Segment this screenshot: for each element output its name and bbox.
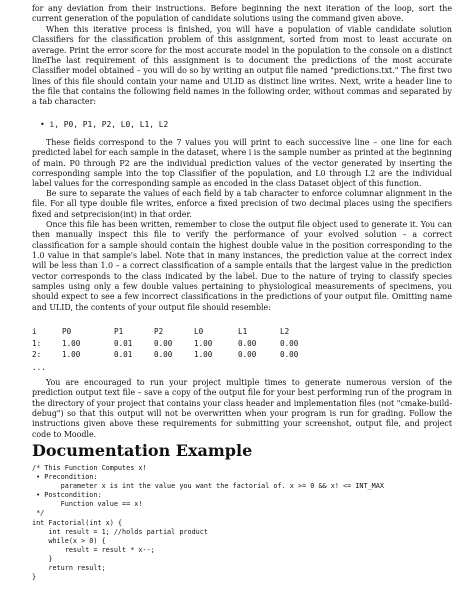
header-cell: P0	[62, 327, 72, 336]
table-cell: 0.01	[114, 350, 133, 359]
code-line: int result = 1; //holds partial product	[32, 527, 208, 536]
code-line: }	[32, 573, 37, 582]
header-cell: L1	[238, 327, 248, 336]
code-line: while(x > 0) {	[32, 536, 106, 545]
paragraph-1: When this iterative process is finished, you will have a population of viable candidate solution Classifiers for the classification problem of this assignment, sorted from most to least accurate on average. Print the error score for the most accurate model in the population to the console on a distinct line.	[32, 25, 452, 66]
table-cell: 0.00	[280, 350, 299, 359]
table-cell: 1.00	[194, 350, 213, 359]
table-row	[32, 350, 299, 360]
table-cell: 2:	[32, 350, 42, 359]
code-line: int Factorial(int x) {	[32, 518, 123, 527]
paragraph-2: The last requirement of this assignment is to document the predictions of the most accurate Classifier model obtained – you will do so by writing an output file named "predictions.txt." The first two lines of this file should contain your name and ULID as distinct line writes. Next, write a header line to the file that contains the following field names in the following order, without commas and separated by a tab character:	[32, 56, 452, 107]
header-cell: P1	[114, 327, 124, 336]
table-cell: 1.00	[62, 339, 81, 348]
header-cell: P2	[154, 327, 164, 336]
table-ellipsis	[32, 363, 50, 373]
table-cell: 0.00	[238, 350, 257, 359]
paragraph-4: Be sure to separate the values of each field by a tab character to enforce columnar alignment in the file. For all type double file writes, enforce a fixed precision of two decimal places using the specifiers fixed and setprecision(int) in that order.	[32, 189, 452, 219]
table-cell: 0.00	[154, 339, 173, 348]
code-line: }	[32, 554, 53, 563]
code-line: parameter x is int the value you want the factorial of. x >= 0 && x! <= INT_MAX	[32, 482, 384, 491]
table-cell: 0.00	[154, 350, 173, 359]
code-line: • Precondition:	[32, 473, 98, 482]
code-line: result = result * x--;	[32, 545, 155, 554]
paragraph-3: These fields correspond to the 7 values you will print to each successive line – one line for each predicted label for each sample in the dataset, where i is the sample number as printed at the beginning of main. P0 through P2 are the individual prediction values of the vector generated by inserting the corresponding sample into the top Classifier of the population, and L0 through L2 are the individual label values for the corresponding sample as encoded in the class Dataset object of this function.	[32, 138, 452, 189]
header-cell: L0	[194, 327, 204, 336]
table-cell: 0.00	[280, 339, 299, 348]
paragraph-5: Once this file has been written, remember to close the output file object used to generate it. You can then manually inspect this file to verify the performance of your evolved solution – a correct classification for a sample should contain the highest double value in the position corresponding to the 1.0 value in that sample's label. Note that in many instances, the prediction value at the correct index will be less than 1.0 – a correct classification of a sample entails that the largest value in the prediction vector corresponds to the class indicated by the label. Due to the nature of trying to classify species samples using only a few double values pertaining to physiological measurements of specimens, you should expect to see a few incorrect classifications in the predictions of your output file. Omitting name and ULID, the contents of your output file should resemble:	[32, 220, 452, 312]
table-cell: 1.00	[194, 339, 213, 348]
paragraph-6: You are encouraged to run your project multiple times to generate numerous version of the prediction output text file – save a copy of the output file for your best performing run of the program in the directory of your project that contains your class header and implementation files (not "cmake-build-debug") so that this output will not be overwritten when your program is run for grading. Follow the instructions given above these requirements for submitting your screenshot, output file, and project code to Moodle.	[32, 378, 452, 439]
code-line: */	[32, 509, 45, 518]
code-line: Function value == x!	[32, 500, 143, 509]
ellipsis-text: ...	[32, 363, 46, 372]
table-row	[32, 339, 299, 349]
table-header-row	[32, 327, 290, 337]
code-example	[32, 464, 384, 582]
table-cell: 0.00	[238, 339, 257, 348]
header-cell: L2	[280, 327, 290, 336]
table-cell: 0.01	[114, 339, 133, 348]
code-line: /* This Function Computes x!	[32, 464, 147, 472]
section-heading: Documentation Example	[32, 441, 253, 460]
field-list-bullet: • i, P0, P1, P2, L0, L1, L2	[40, 120, 169, 129]
code-line: • Postcondition:	[32, 491, 102, 500]
code-line: return result;	[32, 564, 106, 573]
table-cell: 1:	[32, 339, 42, 348]
table-cell: 1.00	[62, 350, 81, 359]
header-cell: i	[32, 327, 37, 336]
paragraph-0: for any deviation from their instructions. Before beginning the next iteration of the loop, sort the current generation of the population of candidate solutions using the command given above.	[32, 4, 452, 24]
